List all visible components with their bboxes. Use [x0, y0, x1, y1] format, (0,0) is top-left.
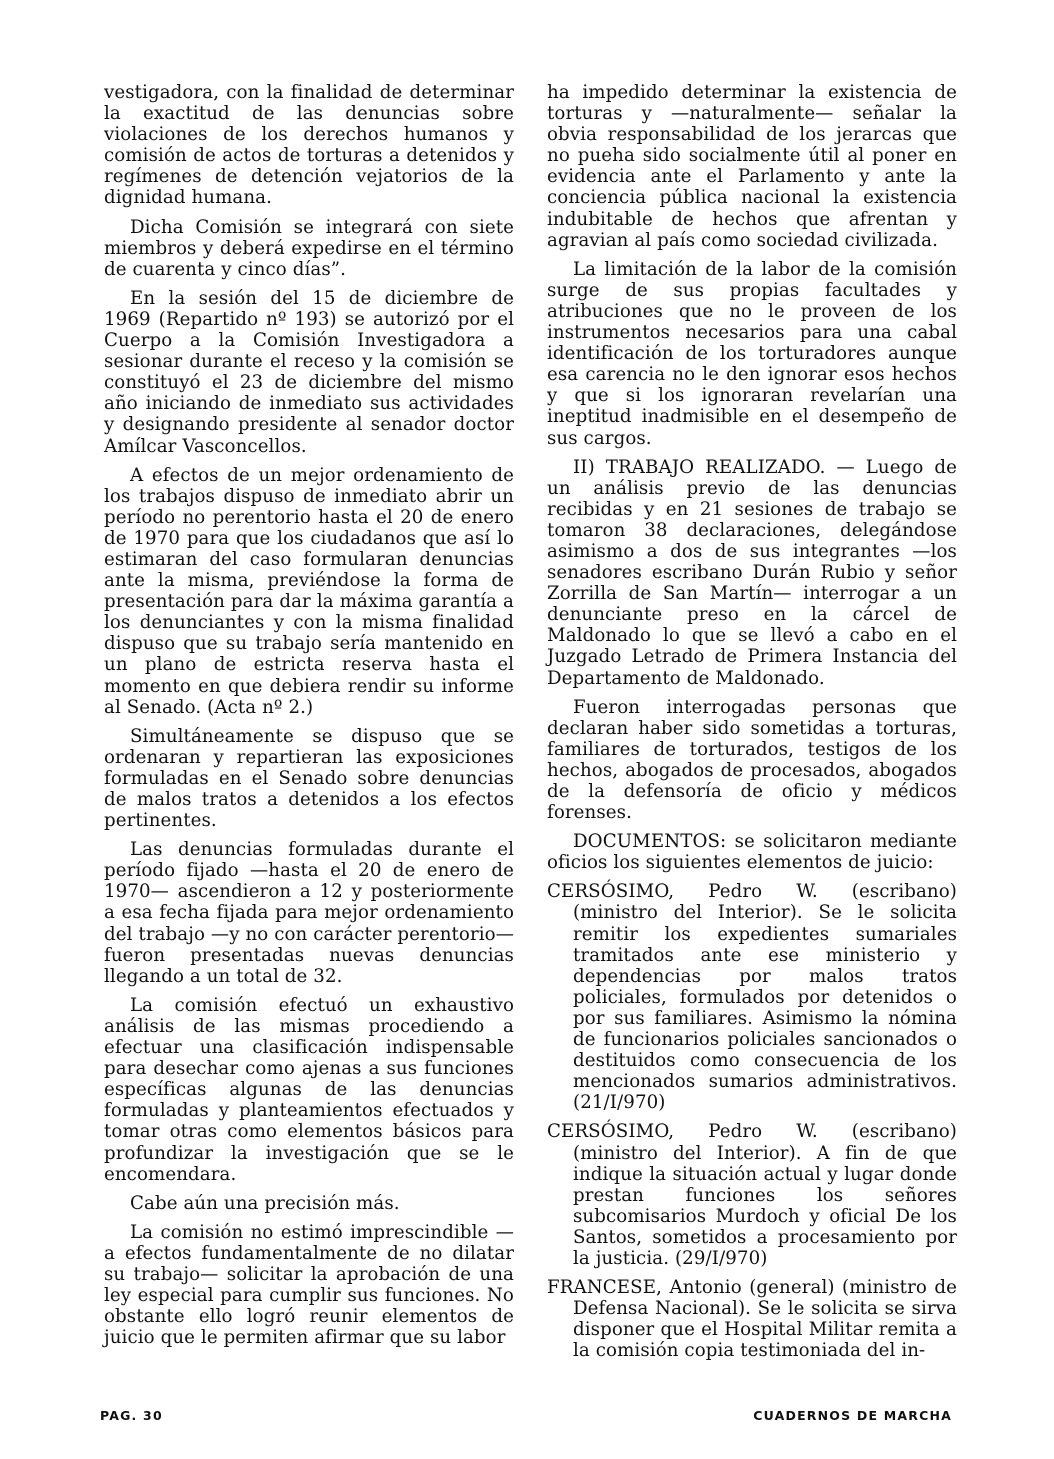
right-column-paragraph: La limitación de la labor de la comisión surge de sus propias facultades y atribuciones que no le proveen de los instrumentos necesarios para una cabal identificación de los torturadores aunque esa carencia no le den ignorar esos hechos y que si los ignoraran revelarían una ineptitud inadmisible en el desempeño de sus cargos.	[547, 258, 957, 449]
right-column	[547, 82, 957, 1369]
left-column	[104, 82, 514, 1356]
left-column-paragraph: vestigadora, con la finalidad de determinar la exactitud de las denuncias sobre violaciones de los derechos humanos y comisión de actos de torturas a detenidos y regímenes de detención vejatorios de la dignidad humana.	[104, 82, 514, 209]
left-column-paragraph: Dicha Comisión se integrará con siete miembros y deberá expedirse en el término de cuarenta y cinco días”.	[104, 216, 514, 280]
right-column-paragraph: II) TRABAJO REALIZADO. — Luego de un análisis previo de las denuncias recibidas y en 21 sesiones de trabajo se tomaron 38 declaraciones, delegándose asimismo a dos de sus integrantes —los senadores escribano Durán Rubio y señor Zorrilla de San Martín— interrogar a un denunciante preso en la cárcel de Maldonado lo que se llevó a cabo en el Juzgado Letrado de Primera Instancia del Departamento de Maldonado.	[547, 456, 957, 689]
page-number: PAG. 30	[100, 1408, 163, 1423]
right-column-paragraph: Fueron interrogadas personas que declaran haber sido sometidas a torturas, familiares de torturados, testigos de los hechos, abogados de procesados, abogados de la defensoría de oficio y médicos forenses.	[547, 696, 957, 824]
right-column-paragraph: FRANCESE, Antonio (general) (ministro de Defensa Nacional). Se le solicita se sirva disponer que el Hospital Militar remita a la comisión copia testimoniada del in-	[547, 1277, 957, 1362]
left-column-paragraph: Simultáneamente se dispuso que se ordenaran y repartieran las exposiciones formuladas en el Senado sobre denuncias de malos tratos a detenidos a los efectos pertinentes.	[104, 725, 514, 832]
left-column-paragraph: En la sesión del 15 de diciembre de 1969 (Repartido nº 193) se autorizó por el Cuerpo a la Comisión Investigadora a sesionar durante el receso y la comisión se constituyó el 23 de diciembre del mismo año iniciando de inmediato sus actividades y designando presidente al senador doctor Amílcar Vasconcellos.	[104, 287, 514, 457]
left-column-paragraph: La comisión efectuó un exhaustivo análisis de las mismas procediendo a efectuar una clasificación indispensable para desechar como ajenas a sus funciones específicas algunas de las denuncias formuladas y planteamientos efectuados y tomar otras como elementos básicos para profundizar la investigación que se le encomendara.	[104, 994, 514, 1185]
right-column-paragraph: DOCUMENTOS: se solicitaron mediante oficios los siguientes elementos de juicio:	[547, 831, 957, 874]
right-column-paragraph: CERSÓSIMO, Pedro W. (escribano) (ministro del Interior). Se le solicita remitir los expedientes sumariales tramitados ante ese ministerio y dependencias por malos tratos policiales, formulados por detenidos o por sus familiares. Asimismo la nómina de funcionarios policiales sancionados o destituidos como consecuencia de los mencionados sumarios administrativos. (21/I/970)	[547, 881, 957, 1114]
left-column-paragraph: A efectos de un mejor ordenamiento de los trabajos dispuso de inmediato abrir un período no perentorio hasta el 20 de enero de 1970 para que los ciudadanos que así lo estimaran del caso formularan denuncias ante la misma, previéndose la forma de presentación para dar la máxima garantía a los denunciantes y con la misma finalidad dispuso que su trabajo sería mantenido en un plano de estricta reserva hasta el momento en que debiera rendir su informe al Senado. (Acta nº 2.)	[104, 464, 514, 718]
left-column-paragraph: La comisión no estimó imprescindible —a efectos fundamentalmente de no dilatar su trabajo— solicitar la aprobación de una ley especial para cumplir sus funciones. No obstante ello logró reunir elementos de juicio que le permiten afirmar que su labor	[104, 1221, 514, 1349]
publication-name: CUADERNOS DE MARCHA	[753, 1408, 952, 1423]
left-column-paragraph: Cabe aún una precisión más.	[130, 1192, 400, 1214]
right-column-paragraph: CERSÓSIMO, Pedro W. (escribano) (ministro del Interior). A fin de que indique la situación actual y lugar donde prestan funciones los señores subcomisarios Murdoch y oficial De los Santos, sometidos a procesamiento por la justicia. (29/I/970)	[547, 1121, 957, 1269]
left-column-paragraph: Las denuncias formuladas durante el período fijado —hasta el 20 de enero de 1970— ascendieron a 12 y posteriormente a esa fecha fijada para mejor ordenamiento del trabajo —y no con carácter perentorio— fueron presentadas nuevas denuncias llegando a un total de 32.	[104, 839, 515, 987]
right-column-paragraph: ha impedido determinar la existencia de torturas y —naturalmente— señalar la obvia responsabilidad de los jerarcas que no pueha sido socialmente útil al poner en evidencia ante el Parlamento y ante la conciencia pública nacional la existencia indubitable de hechos que afrentan y agravian al país como sociedad civilizada.	[547, 82, 957, 251]
